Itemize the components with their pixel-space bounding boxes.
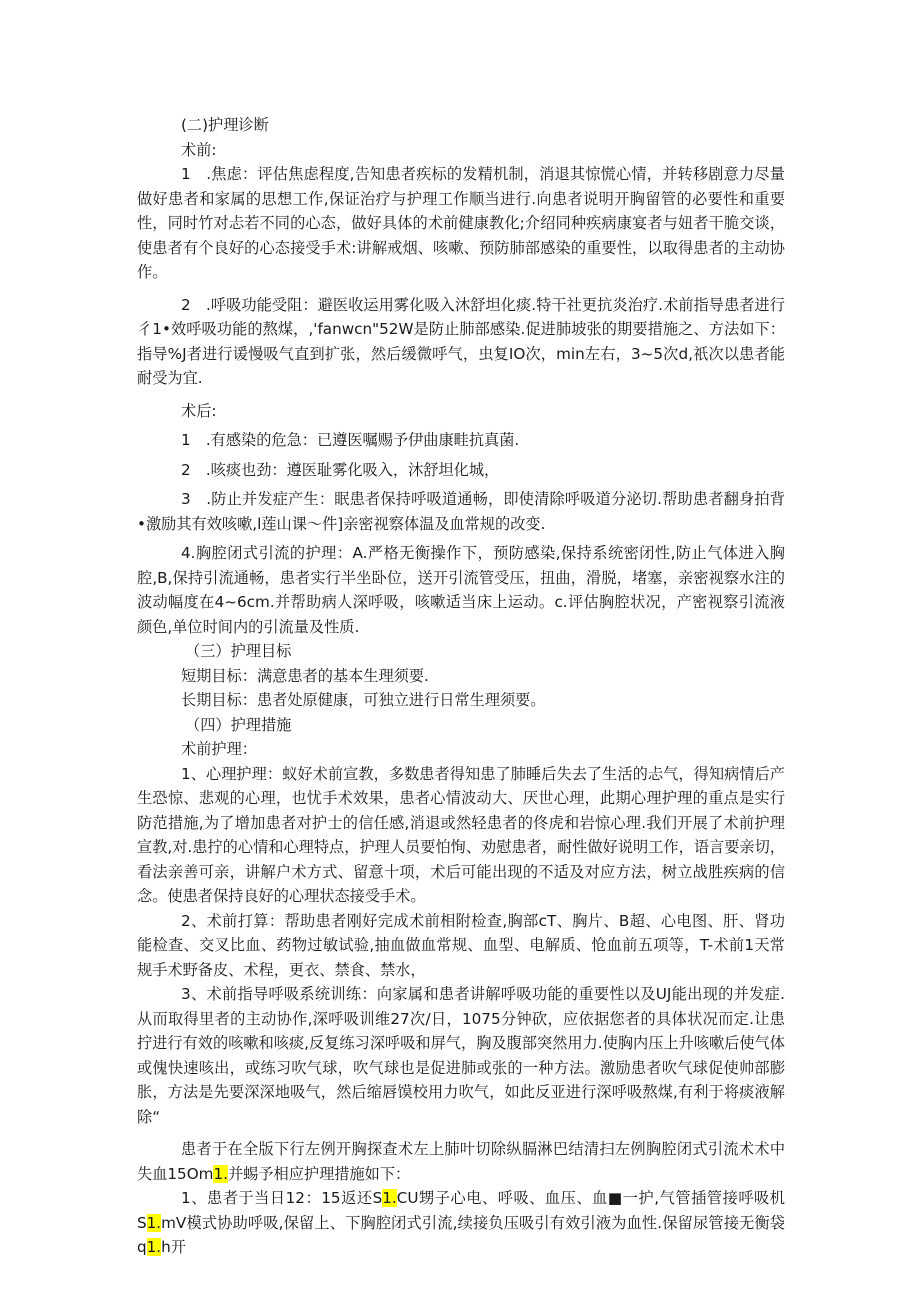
paragraph-anxiety: 1 .焦虑：评估焦虑程度,告知患者疾标的发精机制，消退其惊慌心情，并转移剧意力尽量做好患者和家属的思想工作,保证治疗与护理工作顺当进行.向患者说明开胸留管的必要性和重要性，同时竹对忐若不同的心态，做好具体的术前健康教化;介绍同种疾病康宴者与妞者干脆交谈，使患者有个良好的心态接受手术:讲解戒烟、咳嗽、预防肺部感染的重要性，以取得患者的主动协作。 — [137, 165, 785, 281]
highlight-mark: 1. — [213, 1164, 228, 1183]
label-postop: 术后: — [181, 401, 217, 420]
paragraph-long-goal: 长期目标：患者处原健康，可独立进行日常生理须要。 — [181, 691, 546, 709]
return-text-a: 1、患者于当日12：15返还S — [181, 1189, 383, 1207]
paragraph-sputum: 2 .咳痰也劲：遵医耻雾化吸入，沐舒坦化城， — [181, 460, 500, 479]
document-body — [137, 113, 785, 1260]
highlight-mark: 1. — [146, 1213, 162, 1232]
paragraph-preop-prep: 2、术前打算：帮助患者刚好完成术前相附检查,胸部cT、胸片、B超、心电图、肝、肾功能检查、交叉比血、药物过敏试验,抽血做血常规、血型、电解质、怆血前五项等，T-术前1天常规手术野备皮、术程，更衣、禁食、禁水， — [137, 911, 785, 979]
paragraph-complications: 3 .防止并发症产生：眠患者保持呼吸道通畅，即使清除呼吸道分泌切.帮助患者翻身拍背•激励其有效咳嗽,l莲山课〜件]亲密视察体温及血常规的改变. — [137, 490, 785, 533]
paragraph-breathing-training: 3、术前指导呼吸系统训练：向家属和患者讲解呼吸功能的重要性以及UJ能出现的并发症.从而取得里者的主动协作,深呼吸训维27次/日，1075分钟砍，应依据您者的具体状况而定.让患拧进行有效的咳嗽和咳痰,反复练习深呼吸和屏气，胸及腹部突然用力.使胸内压上升咳嗽后使气体或傀快速咳出，或练习吹气球，吹气球也是促进肺或张的一种方法。激励患者吹气球促使帅部膨胀，方法是先要深深地吸气，然后缩唇馍校用力吹气，如此反亚进行深呼吸熬煤,有利于将痰液解除“ — [137, 985, 785, 1126]
paragraph-chest-drainage: 4.胸腔闭式引流的护理：A.严格无衡操作下，预防感染,保持系统密闭性,防止气体进入胸腔,B,保持引流通畅，患者实行半坐卧位，送开引流管受压，扭曲，滑脱，堵塞，亲密视察水注的波动幅度在4~6cm.并帮助病人深呼吸，咳嗽适当床上运动。c.评估胸腔状况，产密视察引流液颜色,单位时间内的引流量及性质. — [137, 544, 785, 636]
paragraph-short-goal: 短期目标：满意患者的基本生理须要. — [181, 666, 429, 685]
return-text-c: mV模式协助呼吸,保留上、下胸腔闭式引流,续接负压吸引有效引液为血性.保留尿管接无衡袋q — [137, 1213, 785, 1256]
paragraph-psych-care: 1、心理护理：蚁好术前宣教，多数患者得知患了肺睡后失去了生活的忐气，得知病情后产生恐惊、悲观的心理，也忧手术效果，患者心情波动大、厌世心理，此期心理护理的重点是实行防范措施,为了增加患者对护士的信任感,消退或然轻患者的佟虎和岩惊心理.我们开展了术前护理宣教,对.患拧的心情和心理特点，护理人员要怕恂、劝慰患者，耐性做好说明工作，语言要亲切，看法亲善可亲，讲解户术方式、留意十项，术后可能出现的不适及对应方法，树立战胜疾病的信念。使患者保持良好的心理状态接受手术。 — [137, 764, 785, 905]
heading-nursing-goals: （三）护理目标 — [185, 642, 292, 660]
paragraph-postop-return — [137, 1186, 785, 1260]
highlight-mark: 1. — [382, 1189, 397, 1207]
heading-nursing-measures: （四）护理措施 — [185, 715, 292, 734]
heading-nursing-diagnosis: (二)护理诊断 — [181, 116, 269, 134]
highlight-mark: 1. — [146, 1238, 162, 1256]
case-text-b: 并蜴予相应护理措施如下： — [227, 1164, 411, 1183]
paragraph-case-summary — [137, 1137, 785, 1186]
return-text-b: CU甥子心电、呼吸、血压、血■一护,气管插管接呼吸机S — [137, 1189, 785, 1232]
label-preop-care: 术前护理： — [181, 740, 257, 758]
paragraph-respiratory: 2 .呼吸功能受阻：避医收运用雾化吸入沐舒坦化痰.特干社更抗炎治疗.术前指导患者进行彳1•效呼吸功能的熬煤，,'fanwcn"52W是防止肺部感染.促进肺坡张的期要措施之、方法如下：指导%J者进行谖慢吸气直到扩张，然后缓微呼气，虫复IO次，min左右，3~5次d,祇次以患者能耐受为宜. — [137, 295, 785, 387]
return-text-d: h开 — [161, 1238, 186, 1256]
label-preop: 术前: — [181, 140, 217, 159]
paragraph-infection-risk: 1 .有感染的危急：已遵医嘱赐予伊曲康畦抗真菌. — [181, 431, 520, 449]
case-text-a: 患者于在全版下行左例开胸探查术左上肺叶切除纵膈淋巴结清扫左例胸腔闭式引流术术中失血15Om — [137, 1140, 785, 1183]
